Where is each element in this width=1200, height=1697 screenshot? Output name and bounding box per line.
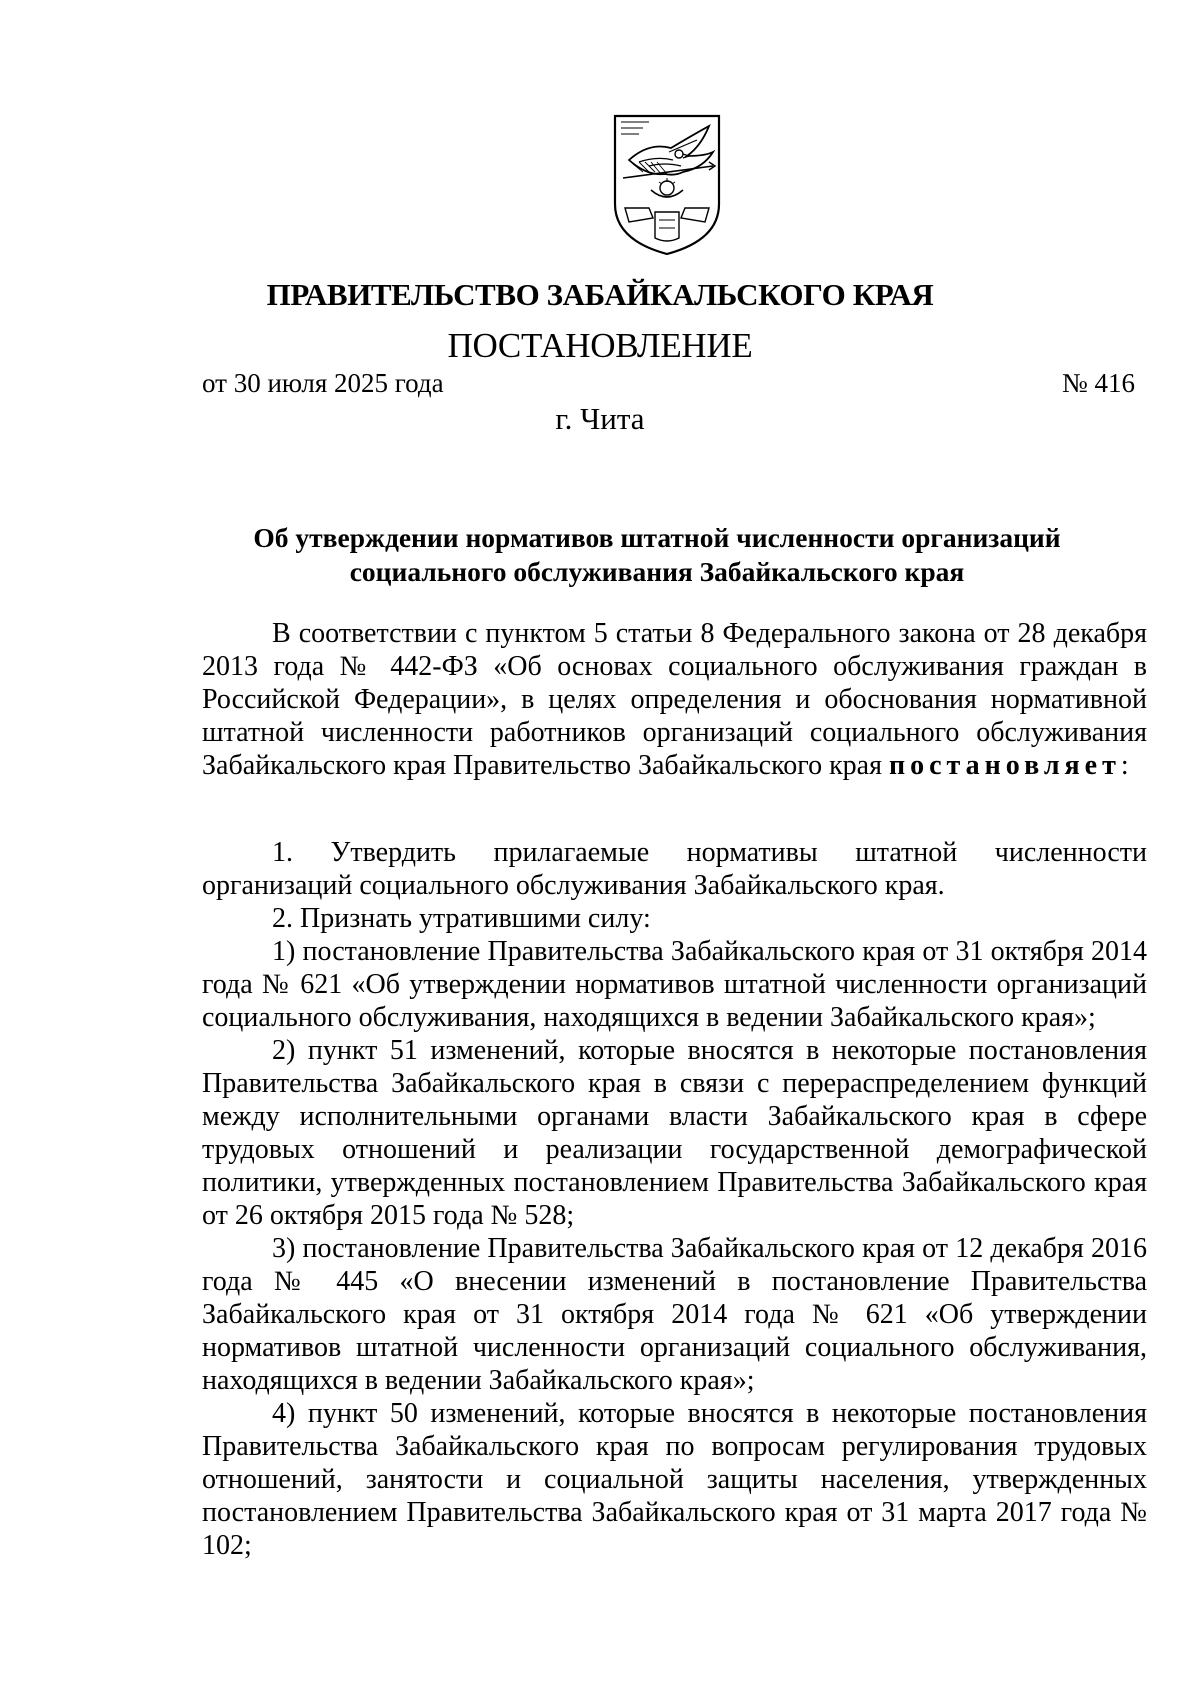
item-2-4: 4) пункт 50 изменений, которые вносятся в некоторые постановления Правительства Забайкальского края по вопросам регулирования трудовых отношений, занятости и социальной защиты населения, утвержденных постановлением Правительства Забайкальского края от 31 марта 2017 года № 102; [202, 1398, 1147, 1561]
item-2-2: 2) пункт 51 изменений, которые вносятся в некоторые постановления Правительства Забайкальского края в связи с перераспределением функций между исполнительными органами власти Забайкальского края в сфере трудовых отношений и реализации государственной демографической политики, утвержденных постановлением Правительства Забайкальского края от 26 октября 2015 года № 528; [202, 1035, 1147, 1231]
preamble-text: В соответствии с пунктом 5 статьи 8 Федерального закона от 28 декабря 2013 года № 442-ФЗ «Об основах социального обслуживания граждан в Российской Федерации», в целях определения и обоснования нормативной штатной численности работников организаций социального обслуживания Забайкальского края Правительство Забайкальского края [202, 618, 1147, 781]
preamble-paragraph [202, 617, 1147, 782]
document-type: ПОСТАНОВЛЕНИЕ [447, 326, 753, 365]
document-date: от 30 июля 2025 года [202, 368, 444, 398]
item-2-3: 3) постановление Правительства Забайкальского края от 12 декабря 2016 года № 445 «О внесении изменений в постановление Правительства Забайкальского края от 31 октября 2014 года № 621 «Об утверждении нормативов штатной численности организаций социального обслуживания, находящихся в ведении Забайкальского края»; [202, 1233, 1147, 1396]
resolves-word: постановляет [888, 750, 1121, 781]
document-subject [230, 521, 1084, 589]
coat-of-arms-icon [609, 112, 725, 258]
document-city: г. Чита [555, 401, 645, 436]
government-title: ПРАВИТЕЛЬСТВО ЗАБАЙКАЛЬСКОГО КРАЯ [266, 277, 934, 312]
items-block [202, 836, 1147, 1562]
item-1: 1. Утвердить прилагаемые нормативы штатной численности организаций социального обслуживания Забайкальского края. [202, 837, 1147, 901]
document-number: № 416 [1061, 368, 1135, 398]
item-2-1: 1) постановление Правительства Забайкальского края от 31 октября 2014 года № 621 «Об утверждении нормативов штатной численности организаций социального обслуживания, находящихся в ведении Забайкальского края»; [202, 936, 1147, 1033]
subject-line-2: социального обслуживания Забайкальского края [349, 556, 965, 587]
subject-line-1: Об утверждении нормативов штатной численности организаций [253, 522, 1061, 553]
item-2: 2. Признать утратившими силу: [272, 903, 651, 934]
preamble-colon: : [1120, 750, 1129, 781]
